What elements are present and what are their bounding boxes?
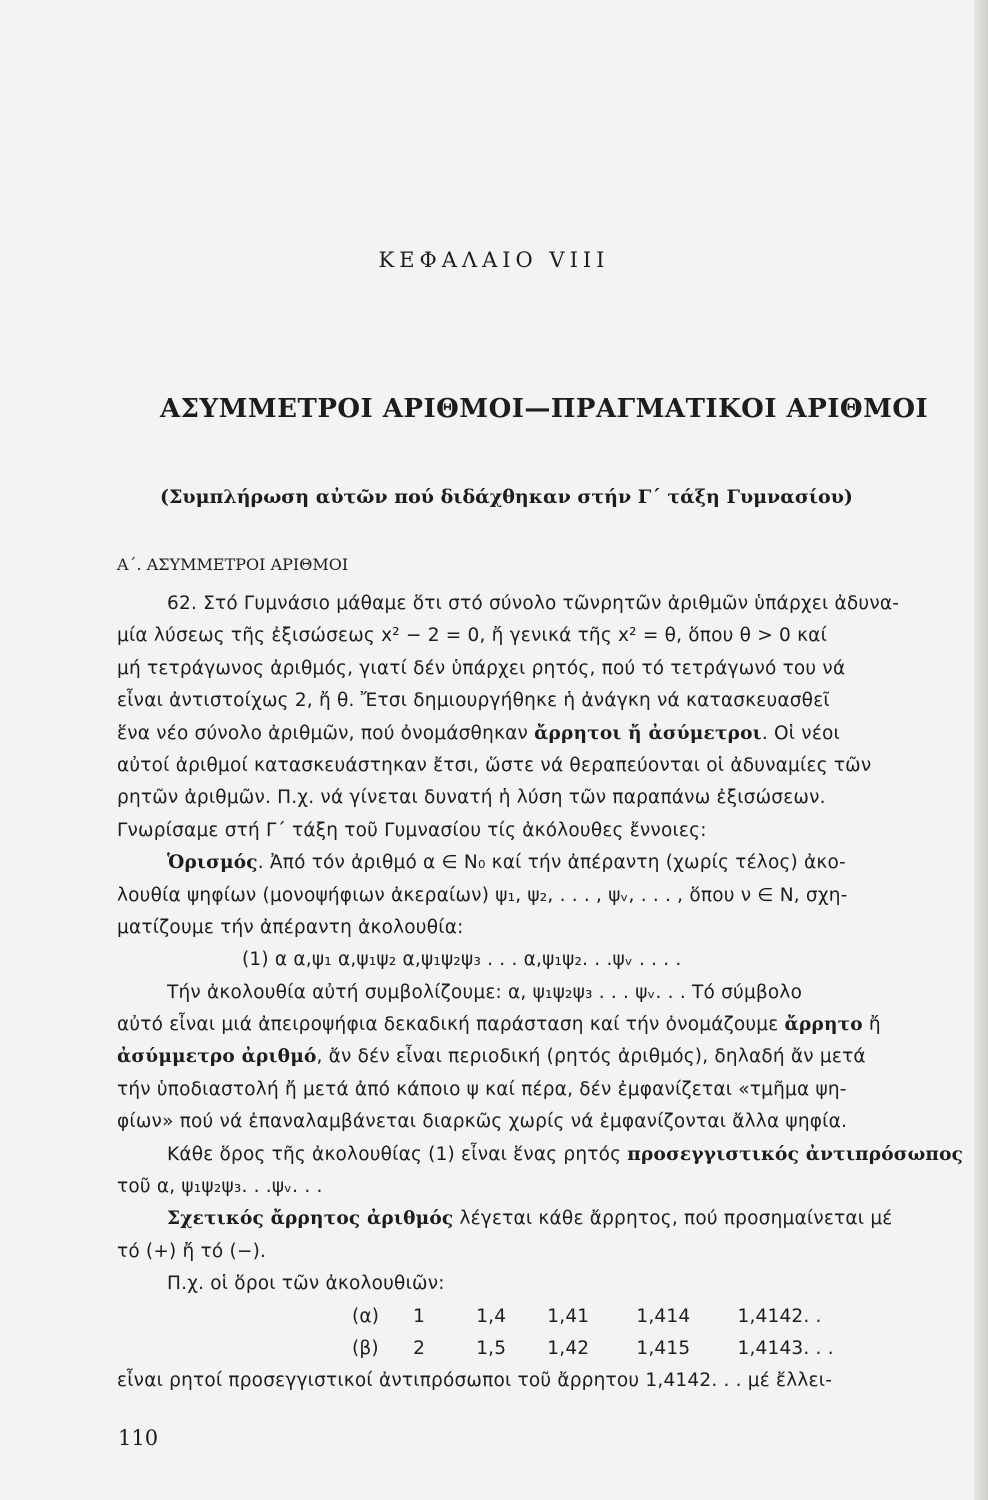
term-definition: Ὁρισμός xyxy=(167,852,258,874)
table-cell: 1,4 xyxy=(476,1305,507,1327)
text-span: ἕνα νέο σύνολο ἀριθμῶν, πού ὀνομάσθηκαν xyxy=(117,722,535,744)
chapter-heading: ΚΕΦΑΛΑΙΟ VIII xyxy=(378,248,610,272)
table-cell: 1,41 xyxy=(547,1305,590,1327)
text-line: Τήν ἀκολουθία αὐτή συμβολίζουμε: α, ψ₁ψ₂ψ₃ . . . ψᵥ. . . Τό σύμβολο xyxy=(167,981,803,1003)
table-cell: 1,42 xyxy=(547,1337,590,1359)
text-span: , ἄν δέν εἶναι περιοδική (ρητός ἀριθμός), δηλαδή ἄν μετά xyxy=(316,1046,866,1068)
text-line xyxy=(117,1009,987,1041)
text-span: ἤ xyxy=(862,1014,881,1036)
table-cell: 1,4143. . . xyxy=(737,1337,834,1359)
text-line: τοῦ α, ψ₁ψ₂ψ₃. . .ψᵥ. . . xyxy=(117,1176,323,1198)
chapter-subtitle: (Συμπλήρωση αὐτῶν πού διδάχθηκαν στήν Γ΄ τάξη Γυμνασίου) xyxy=(160,486,853,508)
table-cell: 1 xyxy=(413,1305,426,1327)
definition-line xyxy=(117,847,987,879)
text-line xyxy=(117,1203,987,1235)
table-cell: 2 xyxy=(413,1337,426,1359)
text-line: φίων» πού νά ἐπαναλαμβάνεται διαρκῶς χωρίς νά ἐμφανίζονται ἄλλα ψηφία. xyxy=(117,1111,848,1133)
table-cell: 1,414 xyxy=(636,1305,691,1327)
text-line: τήν ὑποδιαστολή ἤ μετά ἀπό κάποιο ψ καί πέρα, δέν ἐμφανίζεται «τμῆμα ψη- xyxy=(117,1078,847,1100)
text-line: τό (+) ἤ τό (−). xyxy=(117,1240,267,1262)
text-line xyxy=(117,1139,987,1171)
text-span: Κάθε ὅρος τῆς ἀκολουθίας (1) εἶναι ἕνας ρητός xyxy=(167,1143,628,1165)
table-cell: 1,4142. . xyxy=(737,1305,822,1327)
page-number: 110 xyxy=(118,1426,159,1450)
text-line: ματίζουμε τήν ἀπέραντη ἀκολουθία: xyxy=(117,916,464,938)
row-label: (β) xyxy=(352,1337,379,1359)
text-line: Π.χ. οἱ ὅροι τῶν ἀκολουθιῶν: xyxy=(167,1273,445,1295)
term-irrational: ἄρρητοι ἤ ἀσύμετροι xyxy=(534,722,762,744)
table-cell: 1,415 xyxy=(636,1337,691,1359)
text-line: εἶναι ἀντιστοίχως 2, ἤ θ. Ἔτσι δημιουργήθηκε ἡ ἀνάγκη νά κατασκευασθεῖ xyxy=(117,690,830,712)
text-line: μή τετράγωνος ἀριθμός, γιατί δέν ὑπάρχει ρητός, πού τό τετράγωνό του νά xyxy=(117,657,846,679)
term-approximant: προσεγγιστικός ἀντιπρόσωπος xyxy=(627,1143,964,1165)
term-asymmetric-number: ἀσύμμετρο ἀριθμό xyxy=(117,1046,317,1068)
section-heading: Α΄. ΑΣΥΜΜΕΤΡΟΙ ΑΡΙΘΜΟΙ xyxy=(117,555,349,574)
text-line xyxy=(117,1041,987,1073)
text-line: 62. Στό Γυμνάσιο μάθαμε ὅτι στό σύνολο τῶνρητῶν ἀριθμῶν ὑπάρχει ἀδυνα- xyxy=(167,593,900,614)
text-line xyxy=(117,718,987,750)
term-irrational-2: ἄρρητο xyxy=(784,1014,863,1036)
term-relative-irrational: Σχετικός ἄρρητος ἀριθμός xyxy=(167,1208,454,1230)
text-line: ρητῶν ἀριθμῶν. Π.χ. νά γίνεται δυνατή ἡ λύση τῶν παραπάνω ἐξισώσεων. xyxy=(117,787,826,809)
body-text xyxy=(117,588,987,1398)
text-span: αὐτό εἶναι μιά ἀπειροψήφια δεκαδική παράσταση καί τήν ὀνομάζουμε xyxy=(117,1014,785,1036)
sequence-row-a xyxy=(117,1301,987,1333)
text-line: μία λύσεως τῆς ἐξισώσεως x² − 2 = 0, ἤ γενικά τῆς x² = θ, ὅπου θ > 0 καί xyxy=(117,625,828,647)
text-line: αὐτοί ἀριθμοί κατασκευάστηκαν ἔτσι, ὥστε νά θεραπεύονται οἱ ἀδυναμίες τῶν xyxy=(117,754,872,776)
sequence-formula: (1) α α,ψ₁ α,ψ₁ψ₂ α,ψ₁ψ₂ψ₃ . . . α,ψ₁ψ₂. . .ψᵥ . . . . xyxy=(242,949,682,971)
text-span: λέγεται κάθε ἄρρητος, πού προσημαίνεται μέ xyxy=(453,1208,893,1230)
sequence-row-b xyxy=(117,1333,987,1365)
chapter-title: ΑΣΥΜΜΕΤΡΟΙ ΑΡΙΘΜΟΙ—ΠΡΑΓΜΑΤΙΚΟΙ ΑΡΙΘΜΟΙ xyxy=(160,394,929,424)
text-line: εἶναι ρητοί προσεγγιστικοί ἀντιπρόσωποι τοῦ ἄρρητου 1,4142. . . μέ ἔλλει- xyxy=(117,1370,833,1392)
text-line: Γνωρίσαμε στή Γ΄ τάξη τοῦ Γυμνασίου τίς ἀκόλουθες ἔννοιες: xyxy=(117,819,707,841)
text-span: . Οἱ νέοι xyxy=(761,722,841,744)
text-span: . Ἀπό τόν ἀριθμό α ∈ N₀ καί τήν ἀπέραντη (χωρίς τέλος) ἀκο- xyxy=(257,852,846,874)
row-label: (α) xyxy=(352,1305,380,1327)
table-cell: 1,5 xyxy=(476,1337,507,1359)
text-line: λουθία ψηφίων (μονοψήφιων ἀκεραίων) ψ₁, ψ₂, . . . , ψᵥ, . . . , ὅπου ν ∈ N, σχη- xyxy=(117,884,848,906)
